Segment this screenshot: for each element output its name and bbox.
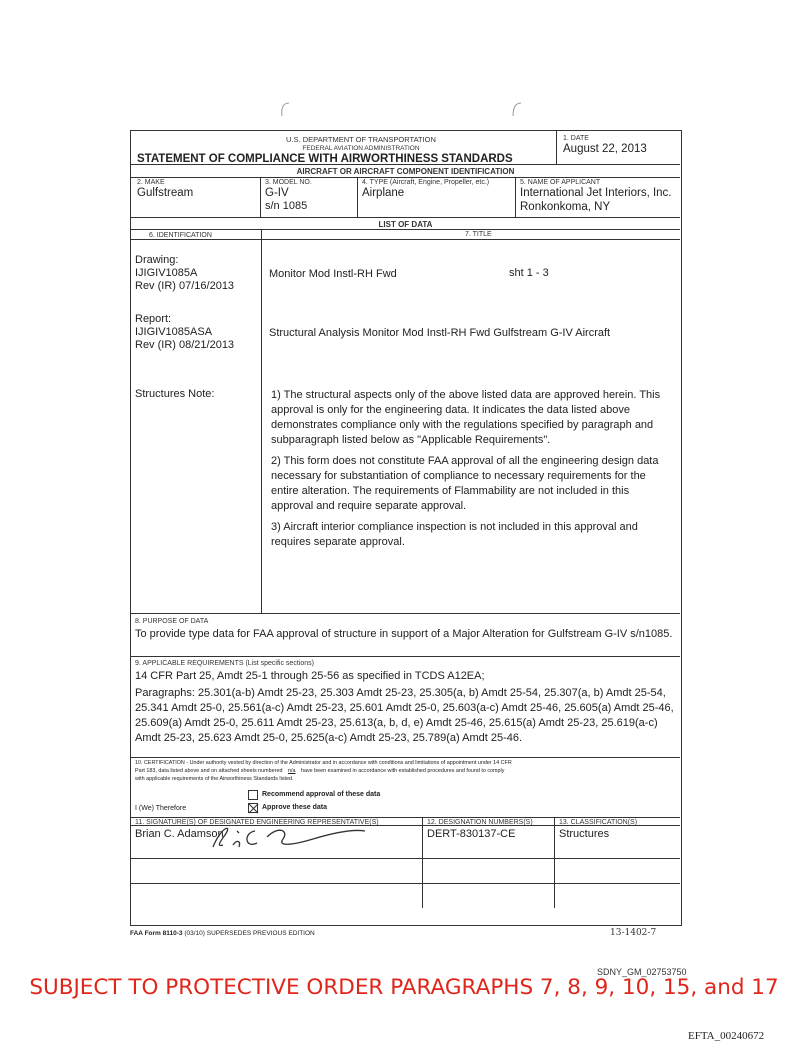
report-label: Report: [135,313,172,325]
applicant-label: 5. NAME OF APPLICANT [520,179,601,186]
structures-note-2: 2) This form does not constitute FAA approval of all the engineering design data necessary for substantiation of compliance to necessary requirements for the entire alteration. The requirements of Flammability are not included in this approval and require separate approval. [271,455,659,512]
identification-column-label: 6. IDENTIFICATION [149,232,212,239]
requirements-paragraphs: Paragraphs: 25.301(a-b) Amdt 25-23, 25.303 Amdt 25-23, 25.305(a, b) Amdt 25-54, 25.307(a, b) Amdt 25-54, 25.341 Amdt 25-0, 25.561(a-c) Amdt 25-23, 25.601 Amdt 25-0, 25.603(a-c) Amdt 25-46, 25.605(a) Amdt 25-46, 25.609(a) Amdt 25-0, 25.611 Amdt 25-23, 25.613(a, b, d, e) Amdt 25-46, 25.615(a) Amdt 25-23, 25.619(a-c) Amdt 25-23, 25.623 Amdt 25-0, 25.625(a-c) Amdt 25-23, 25.789(a) Amdt 25-46. [135,687,674,744]
recommend-label: Recommend approval of these data [262,791,381,798]
signer-name: Brian C. Adamson [135,828,224,840]
designation-number: DERT-830137-CE [427,828,516,840]
date-label: 1. DATE [563,135,589,142]
make-value: Gulfstream [137,187,194,199]
structures-note-label: Structures Note: [135,388,215,400]
type-label: 4. TYPE (Aircraft, Engine, Propeller, etc.) [362,179,490,186]
certification-text-2: Part 183, data listed above and on attached sheets numbered n/a have been examined in accordance with established procedures and found to comply [135,768,505,774]
serial-number: s/n 1085 [265,200,308,212]
date-value: August 22, 2013 [563,143,647,155]
handwritten-number: 13-1402-7 [610,928,657,938]
applicant-name: International Jet Interiors, Inc. [520,187,672,199]
drawing-number: IJIGIV1085A [135,267,198,279]
classification-value: Structures [559,828,610,840]
certification-text-3: with applicable requirements of the Airworthiness Standards listed. [135,776,294,782]
approve-checkbox-checked[interactable] [248,803,258,813]
binder-mark-right [505,100,527,120]
therefore-label: I (We) Therefore [135,805,187,812]
signature-label: 11. SIGNATURE(S) OF DESIGNATED ENGINEERING REPRESENTATIVE(S) [135,819,379,826]
type-value: Airplane [362,187,405,199]
protective-order-notice: SUBJECT TO PROTECTIVE ORDER PARAGRAPHS 7, 8, 9, 10, 15, and 17 [29,975,779,1000]
report-number: IJIGIV1085ASA [135,326,213,338]
title-column-label: 7. TITLE [465,231,492,238]
bates-number: SDNY_GM_02753750 [597,967,687,977]
report-title: Structural Analysis Monitor Mod Instl-RH Fwd Gulfstream G-IV Aircraft [269,327,611,339]
form-footer: FAA Form 8110-3 (03/10) SUPERSEDES PREVIOUS EDITION [130,930,315,937]
drawing-revision: Rev (IR) 07/16/2013 [135,280,235,292]
drawing-title: Monitor Mod Instl-RH Fwd [269,268,397,280]
purpose-value: To provide type data for FAA approval of structure in support of a Major Alteration for Gulfstream G-IV s/n1085. [135,628,673,640]
model-value: G-IV [265,187,289,199]
classification-label: 13. CLASSIFICATION(S) [559,819,638,826]
binder-mark-left [275,100,297,120]
requirements-tcds: 14 CFR Part 25, Amdt 25-1 through 25-56 as specified in TCDS A12EA; [135,670,485,682]
approve-label: Approve these data [262,804,327,811]
list-of-data-bar: LIST OF DATA [378,220,433,229]
dept-name: U.S. DEPARTMENT OF TRANSPORTATION [286,135,436,144]
faa-form-8110-3 [130,130,682,926]
model-label: 3. MODEL NO. [265,179,312,186]
structures-note-1: 1) The structural aspects only of the above listed data are approved herein. This approval is only for the engineering data. It indicates the data listed above demonstrates compliance only with the regulations specified by paragraph and subparagraph listed below as "Applicable Requirements". [271,389,661,446]
agency-name: FEDERAL AVIATION ADMINISTRATION [302,145,420,152]
identification-bar: AIRCRAFT OR AIRCRAFT COMPONENT IDENTIFICATION [296,167,515,176]
report-revision: Rev (IR) 08/21/2013 [135,339,235,351]
certification-text-1: 10. CERTIFICATION - Under authority vested by direction of the Administrator and in accordance with conditions and limitations of appointment under 14 CFR [135,760,512,766]
efta-number: EFTA_00240672 [688,1030,765,1042]
handwritten-signature [193,817,373,857]
requirements-label: 9. APPLICABLE REQUIREMENTS (List specific sections) [135,660,314,667]
designation-label: 12. DESIGNATION NUMBERS(S) [427,819,533,826]
drawing-sheets: sht 1 - 3 [509,267,549,279]
form-title: STATEMENT OF COMPLIANCE WITH AIRWORTHINESS STANDARDS [137,153,513,165]
applicant-location: Ronkonkoma, NY [520,201,611,213]
drawing-label: Drawing: [135,254,179,266]
make-label: 2. MAKE [137,179,165,186]
recommend-checkbox[interactable] [248,790,258,800]
structures-note-3: 3) Aircraft interior compliance inspection is not included in this approval and requires separate approval. [271,521,638,548]
purpose-label: 8. PURPOSE OF DATA [135,618,209,625]
attached-sheets-value: n/a [287,768,296,774]
